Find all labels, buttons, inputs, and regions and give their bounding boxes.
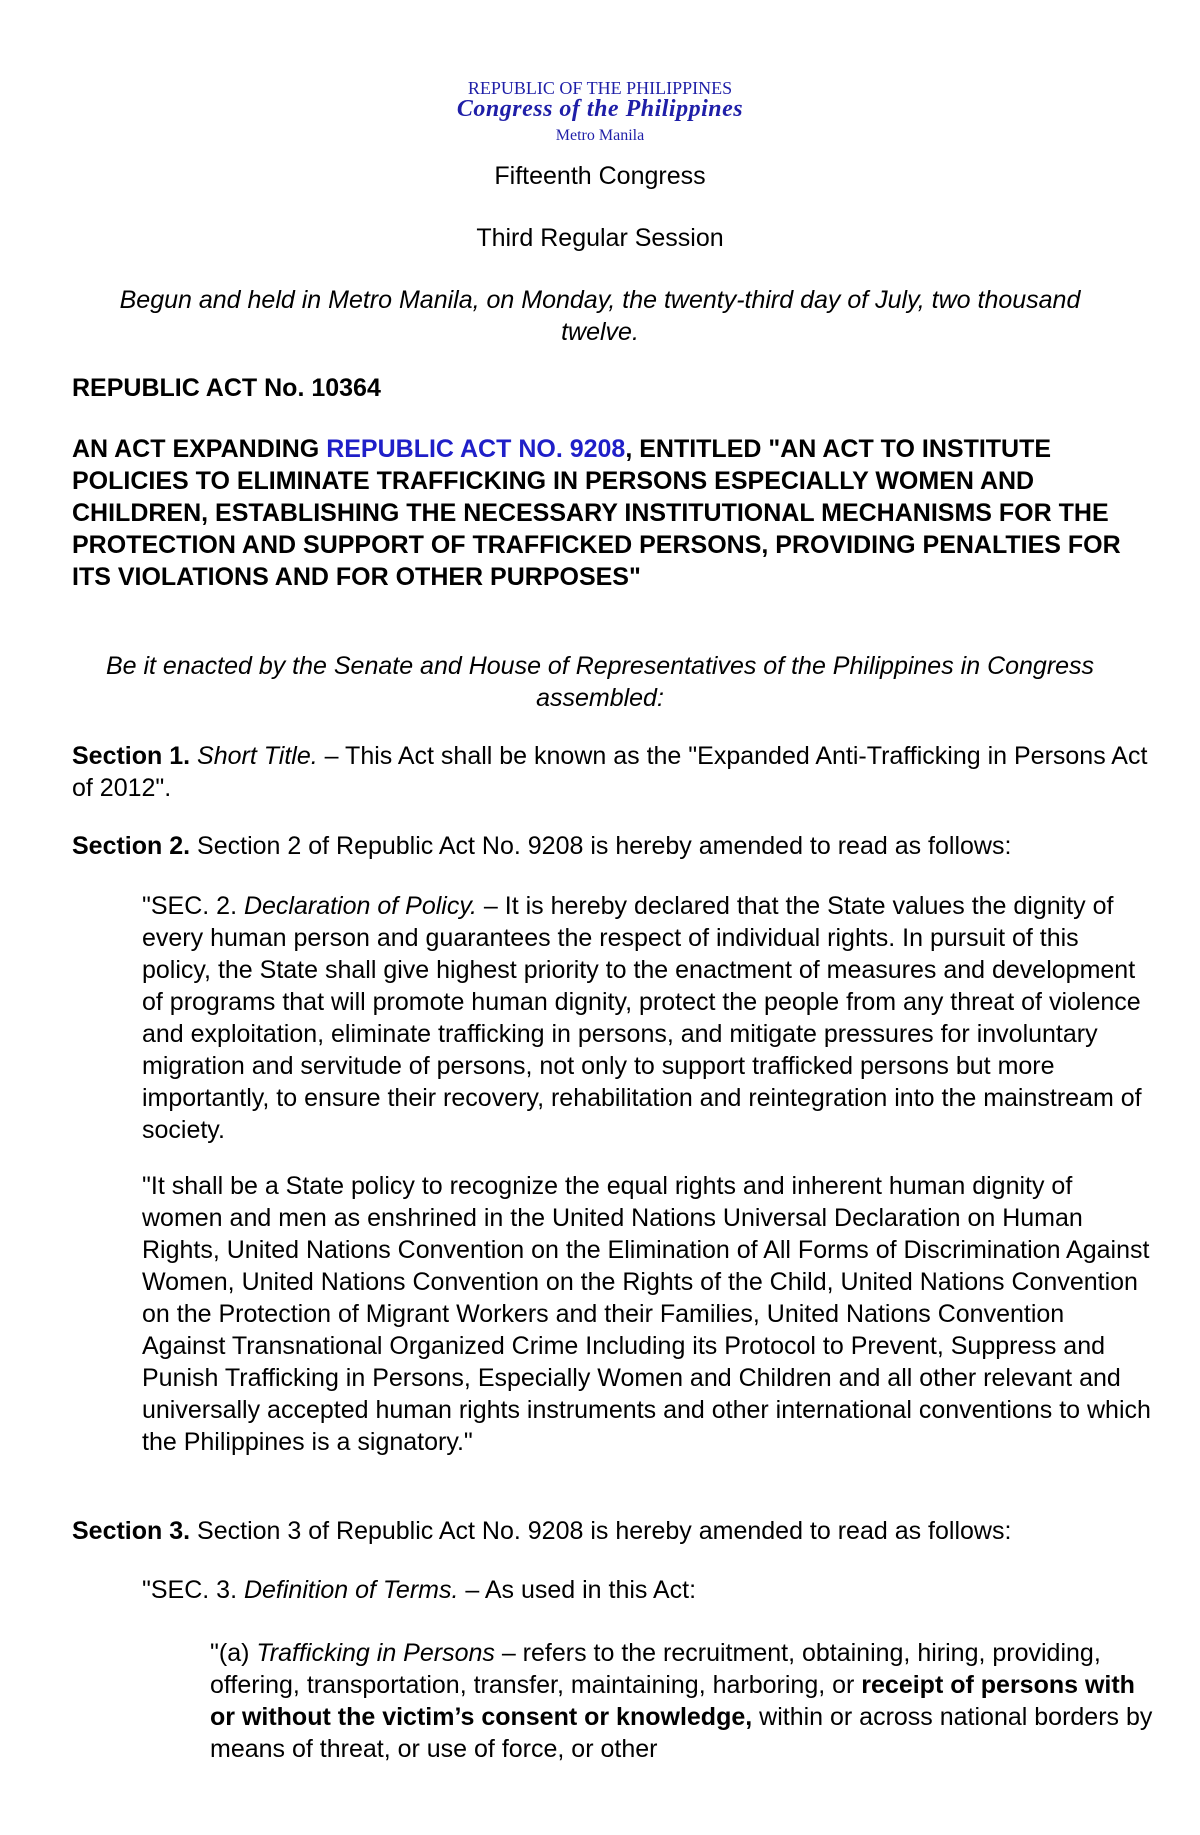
item-a-text-1: – refers to the recruitment, obtaining, hiring, providing, offering, transportation, transfer, maintaining, harboring, or <box>210 1639 1101 1699</box>
item-a-heading: Trafficking in Persons <box>256 1639 495 1667</box>
act-title-rest: , ENTITLED "AN ACT TO INSTITUTE POLICIES TO ELIMINATE TRAFFICKING IN PERSONS ESPECIALLY WOMEN AND CHILDREN, ESTABLISHING THE NECESSARY INSTITUTIONAL MECHANISMS FOR THE PROTECTION AND SUPPORT OF TRAFFICKED PERSONS, PROVIDING PENALTIES FOR ITS VIOLATIONS AND FOR OTHER PURPOSES" <box>72 435 1121 591</box>
section-3-label: Section 3. <box>72 1517 191 1545</box>
item-a-prefix: "(a) <box>210 1639 257 1667</box>
section-3-quote-prefix: "SEC. 3. <box>142 1576 244 1604</box>
section-3-quote-heading: Definition of Terms. <box>243 1576 459 1604</box>
section-2-label: Section 2. <box>72 832 191 860</box>
section-3-item-a <box>210 1637 1160 1765</box>
ra-9208-link[interactable]: REPUBLIC ACT NO. 9208 <box>326 435 626 463</box>
section-2 <box>72 830 1162 862</box>
section-3 <box>72 1515 1162 1547</box>
item-a-bold-text: receipt of persons with or without the victim’s consent or knowledge, <box>210 1671 1135 1731</box>
section-2-quote <box>142 890 1152 1146</box>
act-title-prefix: AN ACT EXPANDING <box>72 435 327 463</box>
header-republic: REPUBLIC OF THE PHILIPPINES <box>467 78 733 98</box>
begun-statement: Begun and held in Metro Manila, on Monday, the twenty-third day of July, two thousand twelve. <box>119 286 1081 346</box>
section-2-quote-2: "It shall be a State policy to recognize the equal rights and inherent human dignity of women and men as enshrined in the United Nations Universal Declaration on Human Rights, United Nations Convention on the Elimination of All Forms of Discrimination Against Women, United Nations Convention on the Rights of the Child, United Nations Convention on the Protection of Migrant Workers and their Families, United Nations Convention Against Transnational Organized Crime Including its Protocol to Prevent, Suppress and Punish Trafficking in Persons, Especially Women and Children and all other relevant and universally accepted human rights instruments and other international conventions to which the Philippines is a signatory." <box>142 1172 1151 1456</box>
item-a-text-2: within or across national borders by means of threat, or use of force, or other <box>210 1703 1153 1763</box>
section-2-text: Section 2 of Republic Act No. 9208 is hereby amended to read as follows: <box>190 832 1012 860</box>
congress-number: Fifteenth Congress <box>494 162 706 190</box>
session-title: Third Regular Session <box>476 224 724 252</box>
section-2-quote-text: – It is hereby declared that the State values the dignity of every human person and guarantees the respect of individual rights. In pursuit of this policy, the State shall give highest priority to the enactment of measures and development of programs that will promote human dignity, protect the people from any threat of violence and exploitation, eliminate trafficking in persons, and mitigate pressures for involuntary migration and servitude of persons, not only to support trafficked persons but more importantly, to ensure their recovery, rehabilitation and reintegration into the mainstream of society. <box>142 892 1142 1144</box>
section-1 <box>72 740 1152 804</box>
header-congress: Congress of the Philippines <box>456 96 744 122</box>
act-title <box>72 433 1142 593</box>
enacting-clause: Be it enacted by the Senate and House of Representatives of the Philippines in Congress assembled: <box>105 652 1095 712</box>
section-1-text: – This Act shall be known as the "Expanded Anti-Trafficking in Persons Act of 2012". <box>72 742 1148 802</box>
section-1-heading: Short Title. <box>197 742 318 770</box>
act-number: REPUBLIC ACT No. 10364 <box>72 374 381 402</box>
header-metro-manila: Metro Manila <box>555 127 645 144</box>
section-3-quote <box>142 1574 1152 1606</box>
section-1-label: Section 1. <box>72 742 191 770</box>
section-3-quote-text: – As used in this Act: <box>458 1576 697 1604</box>
section-2-quote-prefix: "SEC. 2. <box>142 892 244 920</box>
section-3-text: Section 3 of Republic Act No. 9208 is hereby amended to read as follows: <box>190 1517 1012 1545</box>
section-2-quote-heading: Declaration of Policy. <box>243 892 477 920</box>
